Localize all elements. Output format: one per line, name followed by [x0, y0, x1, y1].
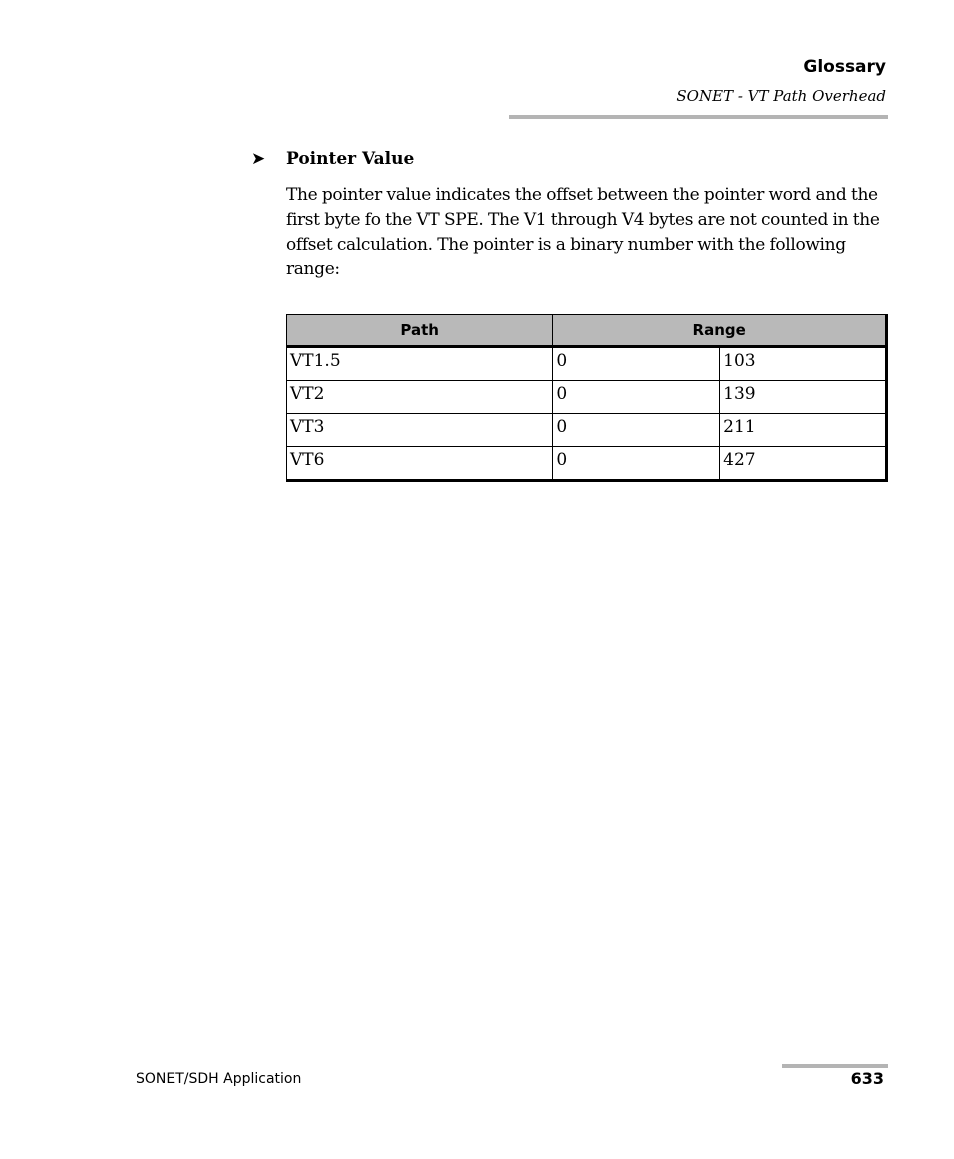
- header-divider: [509, 115, 888, 119]
- path-cell: VT2: [287, 381, 553, 414]
- page-header-title: Glossary: [803, 57, 886, 77]
- column-header-range: Range: [553, 315, 887, 347]
- column-header-path: Path: [287, 315, 553, 347]
- range-max-cell: 211: [720, 414, 887, 447]
- path-cell: VT3: [287, 414, 553, 447]
- table-row: [287, 414, 887, 447]
- range-min-cell: 0: [553, 381, 720, 414]
- range-min-cell: 0: [553, 347, 720, 381]
- path-cell: VT1.5: [287, 347, 553, 381]
- page-number: 633: [850, 1069, 884, 1088]
- section-body-text: The pointer value indicates the offset between the pointer word and the first byte fo the VT SPE. The V1 through V4 bytes are not counted in the offset calculation. The pointer is a binary number with the following range:: [286, 185, 880, 280]
- pointer-range-table: [286, 314, 888, 482]
- range-max-cell: 427: [720, 447, 887, 481]
- arrowhead-bullet-icon: ➤: [251, 149, 266, 169]
- range-min-cell: 0: [553, 414, 720, 447]
- table-row: [287, 447, 887, 481]
- path-cell: VT6: [287, 447, 553, 481]
- table-row: [287, 347, 887, 381]
- range-min-cell: 0: [553, 447, 720, 481]
- range-max-cell: 103: [720, 347, 887, 381]
- page-header-subtitle: SONET - VT Path Overhead: [676, 87, 886, 105]
- footer-document-title: SONET/SDH Application: [136, 1071, 302, 1087]
- table-row: [287, 381, 887, 414]
- section-title: Pointer Value: [286, 149, 415, 169]
- footer-divider: [782, 1064, 888, 1068]
- table-header-row: [287, 315, 887, 347]
- range-max-cell: 139: [720, 381, 887, 414]
